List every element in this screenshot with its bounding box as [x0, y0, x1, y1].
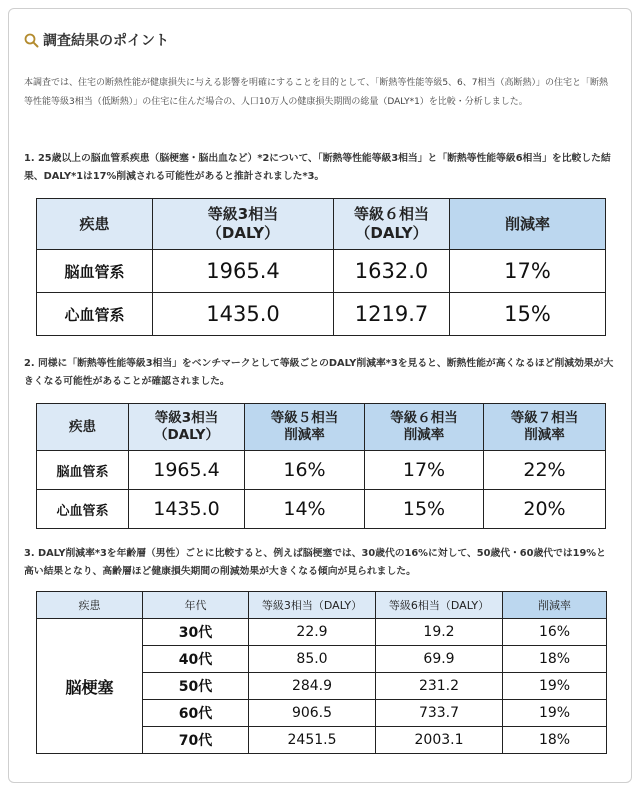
table-1-cell: 1632.0	[334, 250, 450, 293]
table-3-header-grade3: 等級3相当（DALY）	[249, 592, 376, 619]
table-3-cell: 2451.5	[249, 727, 376, 754]
table-3-cell: 69.9	[376, 646, 503, 673]
table-1-header-disease: 疾患	[37, 199, 153, 250]
table-3-cell: 19%	[503, 700, 607, 727]
table-2-cell: 脳血管系	[37, 451, 129, 490]
search-icon	[24, 33, 39, 48]
table-3	[36, 591, 607, 754]
table-3-cell: 284.9	[249, 673, 376, 700]
table-3-cell: 50代	[143, 673, 249, 700]
table-row	[37, 293, 606, 336]
point-3-text: 3. DALY削減率*3を年齢層（男性）ごとに比較すると、例えば脳梗塞では、30歳代の16%に対して、50歳代・60歳代では19%と高い結果となり、高齢層ほど健康損失期間の削減効果が大きくなる傾向が見られました。	[24, 548, 606, 577]
table-3-cell: 906.5	[249, 700, 376, 727]
table-2-cell: 1965.4	[129, 451, 245, 490]
table-3-cell: 16%	[503, 619, 607, 646]
table-2-cell: 14%	[245, 490, 365, 529]
table-3-cell: 18%	[503, 646, 607, 673]
table-2-cell: 17%	[365, 451, 484, 490]
table-3-cell: 2003.1	[376, 727, 503, 754]
table-3-header-disease: 疾患	[37, 592, 143, 619]
table-1-cell: 心血管系	[37, 293, 153, 336]
table-1-header-row	[37, 199, 606, 250]
table-2-cell: 20%	[484, 490, 606, 529]
table-3-cell: 18%	[503, 727, 607, 754]
table-3-cell: 19%	[503, 673, 607, 700]
table-3-header-grade6: 等級6相当（DALY）	[376, 592, 503, 619]
table-3-cell: 22.9	[249, 619, 376, 646]
table-3-header-reduction: 削減率	[503, 592, 607, 619]
table-2-header-grade3: 等級3相当 （DALY）	[129, 404, 245, 451]
table-row	[37, 451, 606, 490]
table-3-cell: 40代	[143, 646, 249, 673]
table-2-header-disease: 疾患	[37, 404, 129, 451]
table-3-cell: 70代	[143, 727, 249, 754]
table-3-cell: 231.2	[376, 673, 503, 700]
section-heading	[24, 30, 169, 50]
table-2	[36, 403, 606, 529]
table-2-header-grade7: 等級７相当 削減率	[484, 404, 606, 451]
table-row	[37, 619, 607, 646]
point-2-text: 2. 同様に「断熱等性能等級3相当」をベンチマークとして等級ごとのDALY削減率*3を見ると、断熱性能が高くなるほど削減効果が大きくなる可能性があることが確認されました。	[24, 358, 614, 387]
table-2-cell: 22%	[484, 451, 606, 490]
table-2-header-grade6: 等級６相当 削減率	[365, 404, 484, 451]
table-3-cell: 19.2	[376, 619, 503, 646]
table-1-cell: 1435.0	[153, 293, 334, 336]
table-3-header-age: 年代	[143, 592, 249, 619]
table-1-header-grade3: 等級3相当 （DALY）	[153, 199, 334, 250]
point-1-text: 1. 25歳以上の脳血管系疾患（脳梗塞・脳出血など）*2について、「断熱等性能等級3相当」と「断熱等性能等級6相当」を比較した結果、DALY*1は17%削減される可能性があると推計されました*3。	[24, 153, 611, 182]
table-2-cell: 心血管系	[37, 490, 129, 529]
table-1-header-reduction: 削減率	[450, 199, 606, 250]
table-3-cell: 30代	[143, 619, 249, 646]
table-2-cell: 15%	[365, 490, 484, 529]
table-1-cell: 15%	[450, 293, 606, 336]
table-row	[37, 490, 606, 529]
table-3-cell: 60代	[143, 700, 249, 727]
table-2-header-row	[37, 404, 606, 451]
table-2-cell: 1435.0	[129, 490, 245, 529]
table-1	[36, 198, 606, 336]
table-3-header-row	[37, 592, 607, 619]
table-row	[37, 250, 606, 293]
table-1-cell: 17%	[450, 250, 606, 293]
table-1-cell: 脳血管系	[37, 250, 153, 293]
table-2-cell: 16%	[245, 451, 365, 490]
table-1-cell: 1965.4	[153, 250, 334, 293]
intro-paragraph: 本調査では、住宅の断熱性能が健康損失に与える影響を明確にすることを目的として、「断熱等性能等級5、6、7相当（高断熱）」の住宅と「断熱等性能等級3相当（低断熱）」の住宅に住んだ場合の、人口10万人の健康損失期間の総量（DALY*1）を比較・分析しました。	[24, 78, 609, 107]
table-3-cell: 733.7	[376, 700, 503, 727]
table-3-cell: 85.0	[249, 646, 376, 673]
table-1-cell: 1219.7	[334, 293, 450, 336]
table-3-disease-cell: 脳梗塞	[37, 619, 143, 754]
section-heading-text: 調査結果のポイント	[43, 33, 169, 49]
table-1-header-grade6: 等級６相当 （DALY）	[334, 199, 450, 250]
table-2-header-grade5: 等級５相当 削減率	[245, 404, 365, 451]
